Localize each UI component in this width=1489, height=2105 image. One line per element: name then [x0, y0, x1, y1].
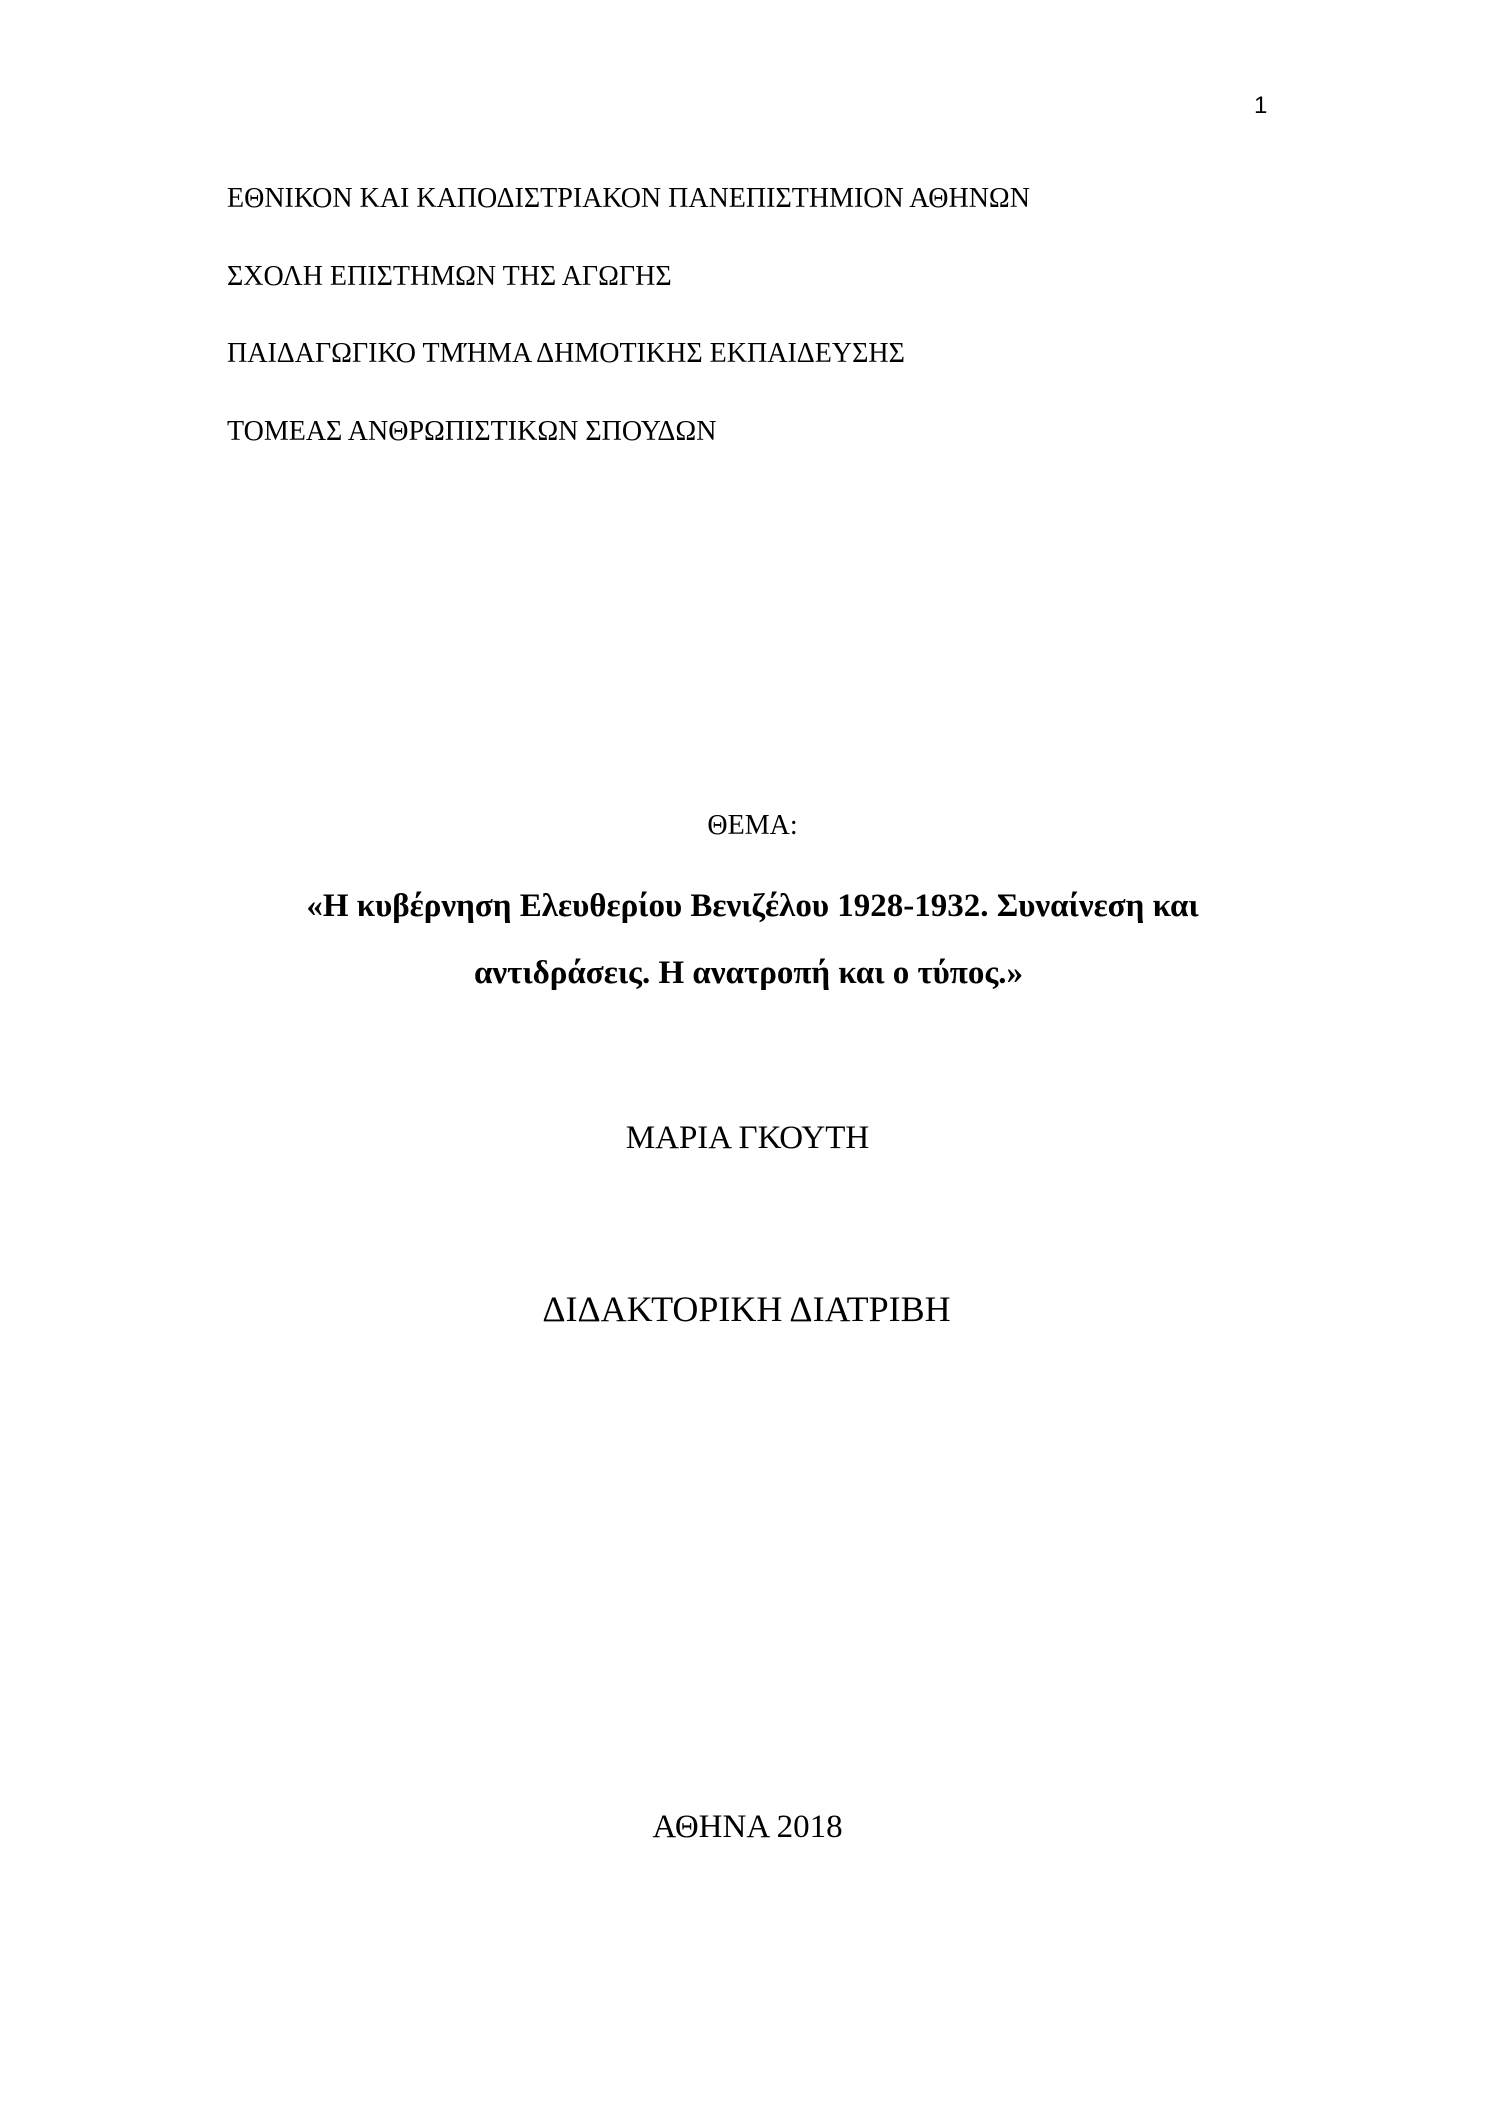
department-name: ΠΑΙΔΑΓΩΓΙΚΟ ΤΜΉΜΑ ΔΗΜΟΤΙΚΗΣ ΕΚΠΑΙΔΕΥΣΗΣ: [227, 338, 905, 369]
thesis-title-line-2: αντιδράσεις. Η ανατροπή και ο τύπος.»: [473, 955, 1024, 991]
topic-label: ΘΕΜΑ:: [707, 810, 798, 841]
school-name: ΣΧΟΛΗ ΕΠΙΣΤΗΜΩΝ ΤΗΣ ΑΓΩΓΗΣ: [227, 261, 672, 292]
degree-type: ΔΙΔΑΚΤΟΡΙΚΗ ΔΙΑΤΡΙΒΗ: [542, 1289, 951, 1329]
page-number: 1: [1254, 92, 1268, 119]
author-name: ΜΑΡΙΑ ΓΚΟΥΤΗ: [625, 1120, 870, 1156]
place-year: ΑΘΗΝΑ 2018: [652, 1809, 843, 1845]
thesis-title-line-1: «Η κυβέρνηση Ελευθερίου Βενιζέλου 1928-1932. Συναίνεση και: [306, 888, 1199, 924]
university-name: ΕΘΝΙΚΟΝ ΚΑΙ ΚΑΠΟΔΙΣΤΡΙΑΚΟΝ ΠΑΝΕΠΙΣΤΗΜΙΟΝ ΑΘΗΝΩΝ: [227, 183, 1030, 214]
sector-name: ΤΟΜΕΑΣ ΑΝΘΡΩΠΙΣΤΙΚΩΝ ΣΠΟΥΔΩΝ: [227, 416, 717, 447]
